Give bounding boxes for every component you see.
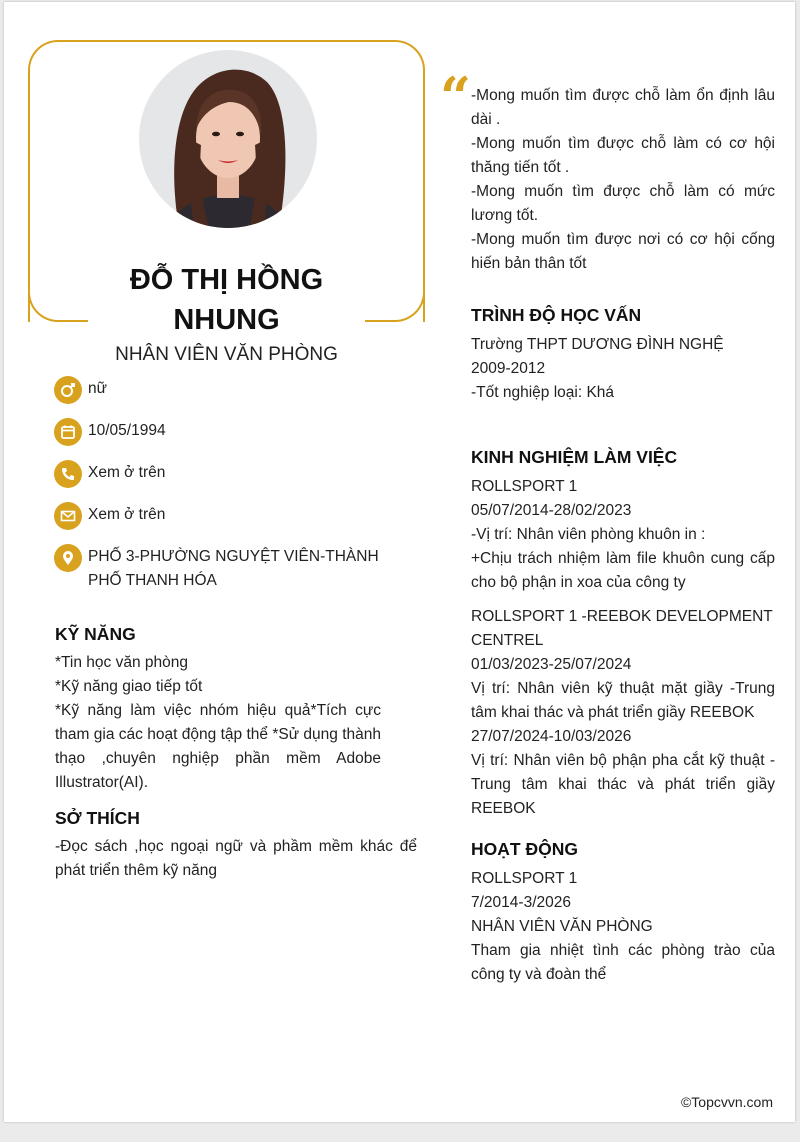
- calendar-icon: [54, 418, 82, 446]
- candidate-position: NHÂN VIÊN VĂN PHÒNG: [115, 344, 338, 365]
- experience-title: KINH NGHIỆM LÀM VIỆC: [471, 447, 678, 467]
- quote-icon: “: [440, 65, 472, 129]
- education-period: 2009-2012: [471, 360, 546, 377]
- objective-line: -Mong muốn tìm được chỗ làm có mức lương tốt.: [471, 183, 775, 224]
- activities-body: [471, 867, 775, 987]
- contact-email: [54, 502, 414, 530]
- experience-item-2: [471, 605, 775, 821]
- skill-line: *Tin học văn phòng: [55, 654, 188, 671]
- experience-role-2: Vị trí: Nhân viên bộ phận pha cắt kỹ thuật -Trung tâm khai thác và phát triển giầy REEBOK: [471, 752, 775, 817]
- contact-address: [54, 544, 414, 593]
- hobbies-text: -Đọc sách ,học ngoại ngữ và phầm mềm khác để phát triển thêm kỹ năng: [55, 838, 417, 879]
- activity-desc: Tham gia nhiệt tình các phòng trào của công ty và đoàn thể: [471, 942, 775, 983]
- education-note: -Tốt nghiệp loại: Khá: [471, 384, 615, 401]
- education-title: TRÌNH ĐỘ HỌC VẤN: [471, 305, 642, 325]
- education-body: [471, 333, 775, 405]
- experience-role: -Vị trí: Nhân viên phòng khuôn in :: [471, 526, 706, 543]
- cv-page: [4, 2, 795, 1122]
- skills-title: KỸ NĂNG: [55, 624, 136, 644]
- contact-gender: [54, 376, 414, 404]
- avatar: [139, 50, 317, 228]
- skill-line: *Kỹ năng làm việc nhóm hiệu quả*Tích cực tham gia các hoạt động tập thể *Sử dụng thành thạo ,chuyên nghiệp phần mềm Adobe Illustrator(AI).: [55, 702, 381, 791]
- address-text: PHỐ 3-PHƯỜNG NGUYỆT VIÊN-THÀNH PHỐ THANH HÓA: [88, 548, 379, 589]
- gender-text: nữ: [88, 380, 107, 397]
- candidate-name: [28, 260, 425, 340]
- email-text: Xem ở trên: [88, 506, 166, 523]
- phone-icon: [54, 460, 82, 488]
- contact-phone: [54, 460, 414, 488]
- activity-period: 7/2014-3/2026: [471, 894, 571, 911]
- experience-company: ROLLSPORT 1: [471, 478, 578, 495]
- gender-icon: [54, 376, 82, 404]
- experience-company: ROLLSPORT 1 -REEBOK DEVELOPMENT CENTREL: [471, 608, 773, 649]
- contact-birthday: [54, 418, 414, 446]
- activity-org: ROLLSPORT 1: [471, 870, 578, 887]
- objective-line: -Mong muốn tìm được chỗ làm ổn định lâu dài .: [471, 87, 775, 128]
- career-objective: [471, 84, 775, 276]
- experience-period-2: 27/07/2024-10/03/2026: [471, 728, 632, 745]
- name-line-2: NHUNG: [173, 304, 280, 336]
- education-school: Trường THPT DƯƠNG ĐÌNH NGHỆ: [471, 336, 724, 353]
- phone-text: Xem ở trên: [88, 464, 166, 481]
- objective-line: -Mong muốn tìm được chỗ làm có cơ hội thăng tiến tốt .: [471, 135, 775, 176]
- experience-period: 05/07/2014-28/02/2023: [471, 502, 632, 519]
- skill-line: *Kỹ năng giao tiếp tốt: [55, 678, 203, 695]
- activity-role: NHÂN VIÊN VĂN PHÒNG: [471, 918, 653, 935]
- experience-item-1: [471, 475, 775, 595]
- objective-line: -Mong muốn tìm được nơi có cơ hội cống hiến bản thân tốt: [471, 231, 775, 272]
- name-line-1: ĐỖ THỊ HỒNG: [129, 264, 324, 296]
- experience-period: 01/03/2023-25/07/2024: [471, 656, 632, 673]
- footer-watermark: ©Topcvvn.com: [680, 1094, 773, 1110]
- hobbies-title: SỞ THÍCH: [55, 808, 140, 828]
- activities-title: HOẠT ĐỘNG: [471, 839, 578, 859]
- experience-role: Vị trí: Nhân viên kỹ thuật mặt giầy -Trung tâm khai thác và phát triển giầy REEBOK: [471, 680, 775, 721]
- location-icon: [54, 544, 82, 572]
- birthday-text: 10/05/1994: [88, 422, 166, 439]
- skills-list: [55, 651, 381, 795]
- experience-desc: +Chịu trách nhiệm làm file khuôn cung cấp cho bộ phận in xoa của công ty: [471, 550, 775, 591]
- email-icon: [54, 502, 82, 530]
